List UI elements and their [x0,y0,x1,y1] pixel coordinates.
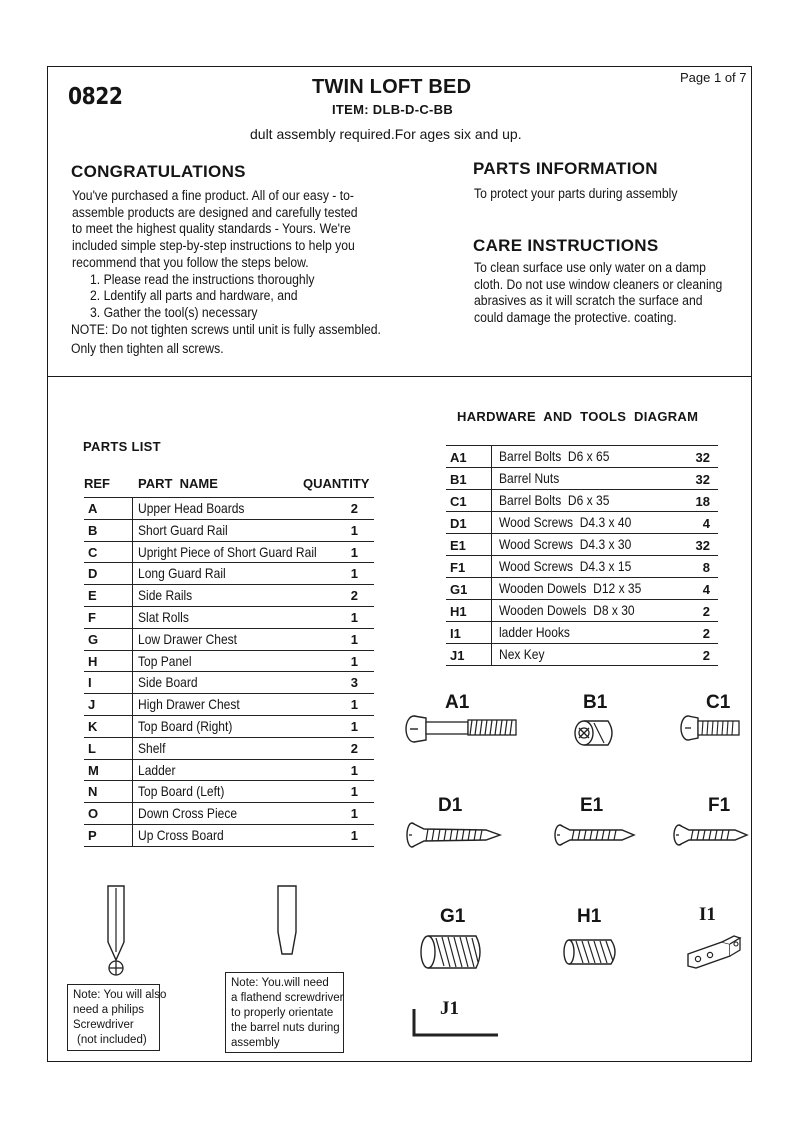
hardware-name [499,448,627,464]
product-title: TWIN LOFT BED [312,76,472,98]
table-row [84,672,374,694]
barrel-bolt-long-icon [400,705,525,745]
hardware-qty: 8 [702,560,710,575]
part-qty: 1 [350,762,358,778]
hardware-name-text: Wooden Dowels D12 x 35 [499,580,642,596]
hardware-ref: H1 [450,604,467,619]
parts-information-text [474,186,711,203]
part-name-text: Shelf [138,739,166,756]
part-qty: 1 [350,610,358,625]
care-line: could damage the protective. coating. [474,310,677,327]
part-name [138,740,170,756]
hardware-name-text: Barrel Bolts D6 x 65 [499,448,610,464]
flathead-note-line: Note: You.will need [231,977,329,989]
table-row [84,803,374,825]
flathead-note-line: the barrel nuts during [231,1022,340,1034]
part-name [138,522,242,538]
congratulations-line: included simple step-by-step instructions to help you [72,238,355,255]
parts-list-title: PARTS LIST [83,439,161,454]
note-line: Only then tighten all screws. [71,341,224,358]
label-j1: J1 [440,998,459,1019]
flathead-screwdriver-icon [274,882,300,958]
hardware-row [446,468,718,490]
hardware-name-text: Wood Screws D4.3 x 15 [499,558,632,574]
part-name-text: Up Cross Board [138,827,224,843]
hardware-ref: E1 [450,538,466,553]
table-row [84,542,374,564]
hardware-qty: 18 [695,494,710,509]
table-row [84,607,374,629]
congratulations-body [72,188,431,358]
part-name-text: Top Panel [138,652,192,669]
part-name-text: Slat Rolls [138,609,189,625]
part-name [138,609,197,625]
part-ref: I [88,675,92,691]
hardware-qty: 4 [702,582,710,597]
philips-note [67,984,167,1051]
part-ref: N [88,784,98,800]
hex-key-icon [410,1005,502,1041]
table-row [84,781,374,803]
table-row [84,629,374,651]
part-ref: A [88,501,98,516]
part-qty: 1 [350,828,358,843]
model-number: 0822 [68,84,123,110]
philips-note-line: Note: You will also [73,989,167,1001]
hardware-name [499,602,657,618]
assembly-subtitle: dult assembly required.For ages six and up. [250,126,522,142]
part-ref: F [88,610,96,625]
congratulations-heading: CONGRATULATIONS [71,162,246,181]
part-name-text: Top Board (Right) [138,718,233,734]
step-item: 3. Gather the tool(s) necessary [90,304,258,321]
wooden-dowel-large-icon [418,932,488,972]
part-ref: G [88,631,99,647]
label-b1: B1 [583,692,608,713]
note-line: NOTE: Do not tighten screws until unit is fully assembled. [71,321,381,338]
hardware-qty: 32 [695,538,710,553]
part-name-text: Low Drawer Chest [138,630,238,647]
philips-screwdriver-icon [100,882,132,978]
part-ref: B [88,522,98,538]
care-line: To clean surface use only water on a damp [474,260,706,276]
part-name-text: Side Rails [138,587,193,604]
flathead-note [225,972,344,1053]
flathead-note-line: assembly [231,1037,280,1049]
part-name [138,762,182,778]
wood-screw-40-icon [404,818,504,852]
part-qty: 1 [350,544,358,560]
hardware-qty: 2 [702,648,710,663]
part-ref: D [88,566,98,582]
part-name-text: Down Cross Piece [138,805,238,822]
part-qty: 1 [350,566,358,582]
part-name [138,587,201,603]
part-qty: 1 [350,697,358,713]
col-quantity: QUANTITY [303,476,370,491]
wood-screw-30-icon [552,820,638,850]
care-line: cloth. Do not use window cleaners or cleaning [474,276,723,293]
hardware-name-text: Wood Screws D4.3 x 30 [499,536,632,552]
table-row [84,498,374,520]
barrel-bolt-short-icon [678,710,744,746]
part-name [138,718,248,734]
barrel-nut-icon [570,715,620,751]
hardware-name-text: Barrel Nuts [499,470,560,486]
hardware-row [446,446,718,468]
part-name-text: Side Board [138,674,198,691]
part-ref: J [88,697,96,713]
item-code: ITEM: DLB-D-C-BB [332,102,454,117]
hardware-row [446,578,718,600]
part-qty: 1 [350,784,358,800]
hardware-name-text: Nex Key [499,646,545,662]
page-indicator: Page 1 of 7 [680,70,747,85]
part-ref: K [88,719,98,734]
hardware-qty: 32 [695,472,710,487]
hardware-row [446,644,718,666]
parts-list-header [84,476,374,498]
part-name [138,631,253,647]
table-row [84,825,374,847]
label-a1: A1 [445,692,470,713]
part-name [138,783,238,799]
section-divider [47,376,752,377]
hardware-name [499,624,582,640]
flathead-note-line: a flathend screwdriver [231,992,344,1004]
hardware-ref: A1 [450,450,467,465]
congratulations-line: to meet the highest quality standards - Yours. We're [72,221,351,238]
part-name-text: Upper Head Boards [138,500,245,516]
table-row [84,716,374,738]
hardware-ref: F1 [450,560,466,575]
label-i1: I1 [699,904,716,925]
hardware-row [446,512,718,534]
part-qty: 1 [350,653,358,669]
table-row [84,563,374,585]
hardware-name [499,514,653,530]
label-f1: F1 [708,795,731,816]
hardware-qty: 2 [702,626,710,641]
part-qty: 3 [350,675,358,691]
part-qty: 1 [350,806,358,822]
hardware-name [499,536,653,552]
part-name-text: Upright Piece of Short Guard Rail [138,543,317,560]
philips-note-line: need a philips [73,1004,144,1016]
table-row [84,738,374,760]
part-name-text: Ladder [138,761,176,778]
label-h1: H1 [577,906,602,927]
wooden-dowel-small-icon [561,936,623,968]
part-name [138,653,200,669]
parts-information-heading: PARTS INFORMATION [473,159,658,178]
label-c1: C1 [706,692,731,713]
part-qty: 2 [350,501,358,516]
hardware-ref: D1 [450,516,467,531]
col-ref: REF [84,476,110,491]
part-ref: E [88,588,97,604]
hardware-ref: B1 [450,472,467,487]
hardware-row [446,600,718,622]
hardware-name-text: Barrel Bolts D6 x 35 [499,492,610,508]
label-g1: G1 [440,906,466,927]
part-name [138,674,207,690]
col-part-name: PART NAME [138,476,218,491]
ladder-hook-icon [684,932,744,972]
part-qty: 1 [350,719,358,734]
part-qty: 1 [350,631,358,647]
label-d1: D1 [438,795,463,816]
hardware-row [446,622,718,644]
wood-screw-15-icon [671,820,751,850]
hardware-name [499,492,627,508]
table-row [84,520,374,542]
step-item: 2. Ldentify all parts and hardware, and [90,288,298,305]
table-row [84,651,374,673]
part-name-text: Long Guard Rail [138,565,226,582]
part-name [138,544,346,560]
hardware-qty: 4 [702,516,710,531]
part-ref: H [88,653,98,669]
part-name-text: Top Board (Left) [138,783,225,800]
philips-note-line: (not included) [77,1034,147,1046]
part-name-text: Short Guard Rail [138,521,228,538]
part-ref: L [88,740,96,756]
hardware-name [499,470,569,486]
part-name [138,565,240,581]
hardware-ref: J1 [450,648,465,663]
care-instructions-body [474,260,763,327]
hardware-ref: I1 [450,626,461,641]
parts-information-line: To protect your parts during assembly [474,186,678,202]
hardware-qty: 2 [702,604,710,619]
part-qty: 1 [350,522,358,538]
flathead-note-line: to properly orientate [231,1007,334,1019]
hardware-row [446,556,718,578]
label-e1: E1 [580,795,604,816]
table-row [84,585,374,607]
hardware-name-text: Wood Screws D4.3 x 40 [499,514,632,530]
part-name-text: High Drawer Chest [138,696,240,713]
hardware-row [446,490,718,512]
congratulations-line: assemble products are designed and carefully tested [72,204,358,221]
hardware-ref: G1 [450,582,468,597]
part-name [138,827,238,843]
hardware-name [499,558,653,574]
hardware-title: HARDWARE AND TOOLS DIAGRAM [457,409,699,424]
part-ref: P [88,828,97,843]
step-item: 1. Please read the instructions thoroughly [90,271,315,288]
part-ref: O [88,806,99,822]
table-row [84,694,374,716]
part-qty: 2 [350,740,358,756]
part-name [138,696,256,712]
hardware-qty: 32 [695,450,710,465]
part-qty: 2 [350,588,358,604]
hardware-name-text: Wooden Dowels D8 x 30 [499,602,635,618]
part-name [138,500,262,516]
hardware-ref: C1 [450,494,467,509]
part-ref: M [88,762,99,778]
care-instructions-heading: CARE INSTRUCTIONS [473,236,659,255]
part-name [138,805,253,821]
congratulations-line: recommend that you follow the steps below. [72,254,309,271]
care-line: abrasives as it will scratch the surface and [474,293,703,310]
table-row [84,760,374,782]
part-ref: C [88,544,98,560]
hardware-name [499,580,665,596]
hardware-name-text: ladder Hooks [499,624,570,640]
congratulations-line: You've purchased a fine product. All of our easy - to- [72,188,354,204]
philips-note-line: Screwdriver [73,1019,134,1031]
hardware-row [446,534,718,556]
hardware-name [499,646,552,662]
